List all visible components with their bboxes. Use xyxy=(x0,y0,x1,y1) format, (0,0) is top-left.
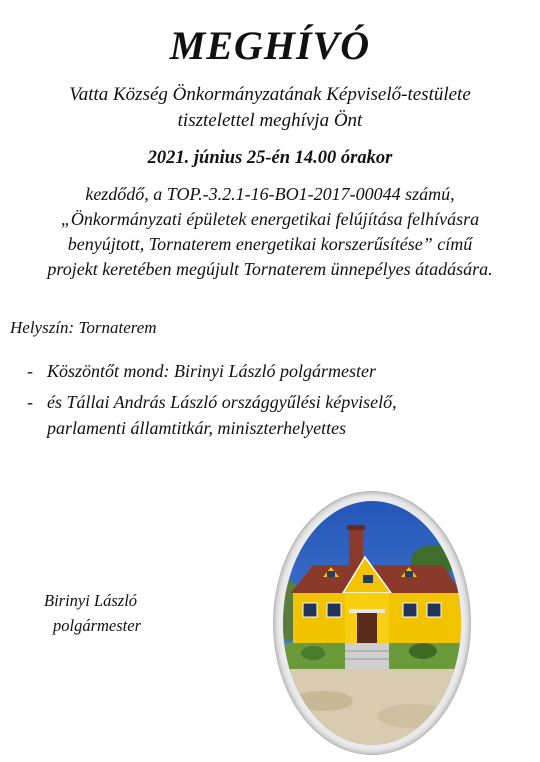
speaker-list xyxy=(27,358,397,446)
speaker-line: Köszöntőt mond: Birinyi László polgármester xyxy=(47,361,377,381)
speaker-item xyxy=(27,358,397,384)
invitation-title: MEGHÍVÓ xyxy=(169,23,371,68)
speaker-line: és Tállai András László országgyűlési képviselő, xyxy=(47,392,397,412)
intro-line-2: tisztelettel meghívja Önt xyxy=(177,110,363,131)
description-line: kezdődő, a TOP.-3.2.1-16-BO1-2017-00044 számú, xyxy=(85,184,455,204)
description-line: „Önkormányzati épületek energetikai felújítása felhívásra xyxy=(60,209,480,229)
event-date: 2021. június 25-én 14.00 órakor xyxy=(147,148,393,168)
stairs xyxy=(339,643,395,669)
bush xyxy=(409,643,437,659)
window xyxy=(427,603,441,617)
description-line: benyújtott, Tornaterem energetikai korszerűsítése” című xyxy=(67,234,473,254)
speaker-item xyxy=(27,389,397,441)
intro-line-1: Vatta Község Önkormányzatának Képviselő-testülete xyxy=(69,84,471,105)
signature-block xyxy=(44,588,141,638)
signature-name: Birinyi László xyxy=(44,591,138,610)
signature-title: polgármester xyxy=(53,616,141,635)
description-line: projekt keretében megújult Tornaterem ünnepélyes átadására. xyxy=(47,259,493,279)
list-dash: - xyxy=(27,361,33,381)
venue-label: Helyszín: Tornaterem xyxy=(10,318,157,337)
window xyxy=(303,603,317,617)
window xyxy=(327,603,341,617)
building-photo xyxy=(283,501,461,745)
window xyxy=(403,603,417,617)
building-photo-frame xyxy=(273,491,471,755)
event-description xyxy=(8,182,532,282)
speaker-line: parlamenti államtitkár, miniszterhelyettes xyxy=(47,418,347,438)
entrance-door xyxy=(357,613,377,643)
list-dash: - xyxy=(27,392,33,412)
